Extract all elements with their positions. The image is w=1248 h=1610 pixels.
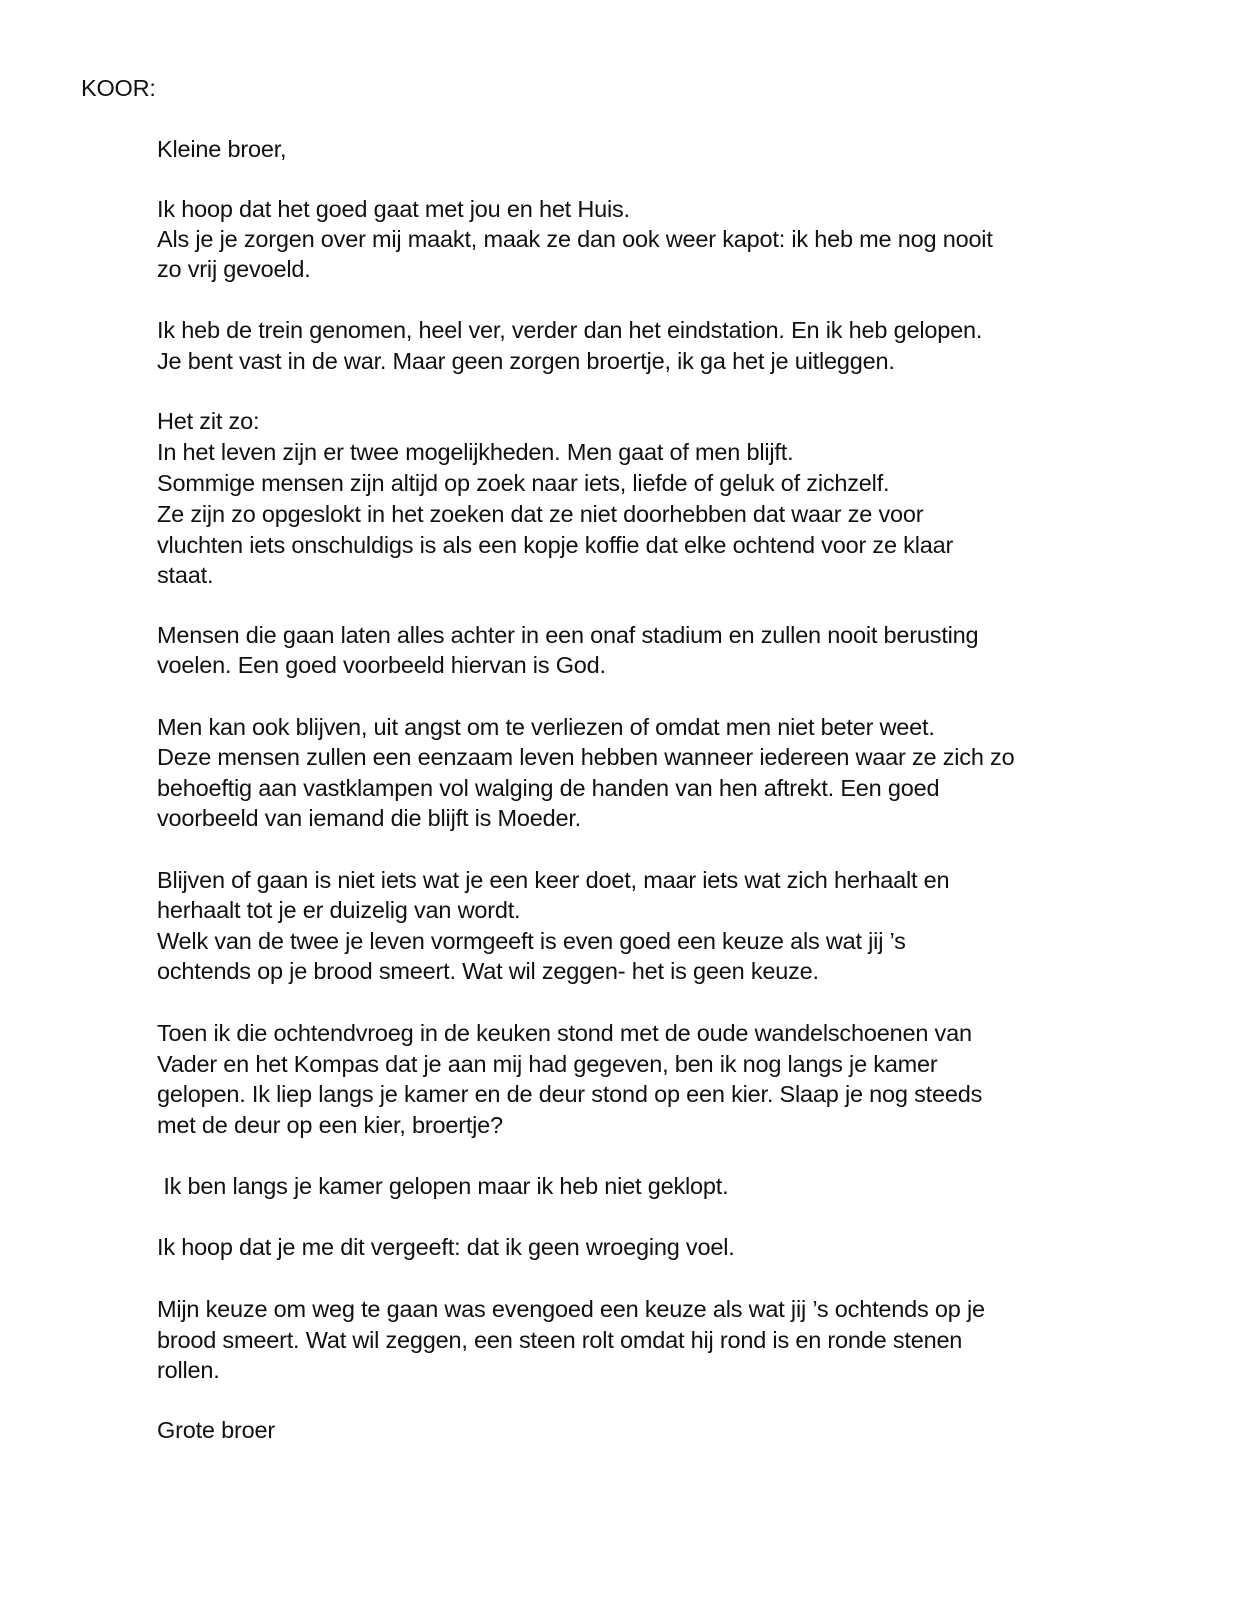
- letter-salutation: Kleine broer,: [157, 136, 287, 162]
- letter-signature: Grote broer: [157, 1417, 275, 1443]
- letter-line: brood smeert. Wat wil zeggen, een steen rolt omdat hij rond is en ronde stenen: [157, 1327, 963, 1353]
- letter-line: voorbeeld van iemand die blijft is Moeder.: [157, 805, 581, 831]
- letter-line: behoeftig aan vastklampen vol walging de handen van hen aftrekt. Een goed: [157, 775, 940, 801]
- letter-line: Sommige mensen zijn altijd op zoek naar iets, liefde of geluk of zichzelf.: [157, 470, 890, 496]
- letter-line: Het zit zo:: [157, 408, 260, 434]
- letter-line: ochtends op je brood smeert. Wat wil zeggen- het is geen keuze.: [157, 958, 819, 984]
- speaker-label: KOOR:: [81, 75, 156, 101]
- letter-line: zo vrij gevoeld.: [157, 256, 311, 282]
- letter-line: Mensen die gaan laten alles achter in een onaf stadium en zullen nooit berusting: [157, 622, 979, 648]
- letter-line: Blijven of gaan is niet iets wat je een keer doet, maar iets wat zich herhaalt en: [157, 867, 950, 893]
- letter-line: In het leven zijn er twee mogelijkheden. Men gaat of men blijft.: [157, 439, 794, 465]
- letter-line: Ik hoop dat het goed gaat met jou en het Huis.: [157, 196, 630, 222]
- letter-line: Ik heb de trein genomen, heel ver, verder dan het eindstation. En ik heb gelopen.: [157, 317, 983, 343]
- letter-line: Toen ik die ochtendvroeg in de keuken stond met de oude wandelschoenen van: [157, 1020, 972, 1046]
- letter-line: voelen. Een goed voorbeeld hiervan is God.: [157, 652, 606, 678]
- letter-line: Vader en het Kompas dat je aan mij had gegeven, ben ik nog langs je kamer: [157, 1051, 938, 1077]
- letter-line: gelopen. Ik liep langs je kamer en de deur stond op een kier. Slaap je nog steeds: [157, 1081, 983, 1107]
- letter-line: Men kan ook blijven, uit angst om te verliezen of omdat men niet beter weet.: [157, 714, 935, 740]
- letter-line: Je bent vast in de war. Maar geen zorgen broertje, ik ga het je uitleggen.: [157, 348, 895, 374]
- letter-line: Deze mensen zullen een eenzaam leven hebben wanneer iedereen waar ze zich zo: [157, 744, 1015, 770]
- letter-line: vluchten iets onschuldigs is als een kopje koffie dat elke ochtend voor ze klaar: [157, 532, 954, 558]
- letter-line: Ze zijn zo opgeslokt in het zoeken dat ze niet doorhebben dat waar ze voor: [157, 501, 924, 527]
- letter-line: Mijn keuze om weg te gaan was evengoed een keuze als wat jij ’s ochtends op je: [157, 1296, 985, 1322]
- letter-line: Ik hoop dat je me dit vergeeft: dat ik geen wroeging voel.: [157, 1234, 735, 1260]
- letter-line: met de deur op een kier, broertje?: [157, 1112, 503, 1138]
- letter-line: rollen.: [157, 1357, 220, 1383]
- letter-line: Welk van de twee je leven vormgeeft is even goed een keuze als wat jij ’s: [157, 928, 906, 954]
- letter-line: herhaalt tot je er duizelig van wordt.: [157, 897, 521, 923]
- letter-line: Als je je zorgen over mij maakt, maak ze dan ook weer kapot: ik heb me nog nooit: [157, 226, 993, 252]
- letter-line: Ik ben langs je kamer gelopen maar ik heb niet geklopt.: [157, 1173, 729, 1199]
- letter-line: staat.: [157, 562, 214, 588]
